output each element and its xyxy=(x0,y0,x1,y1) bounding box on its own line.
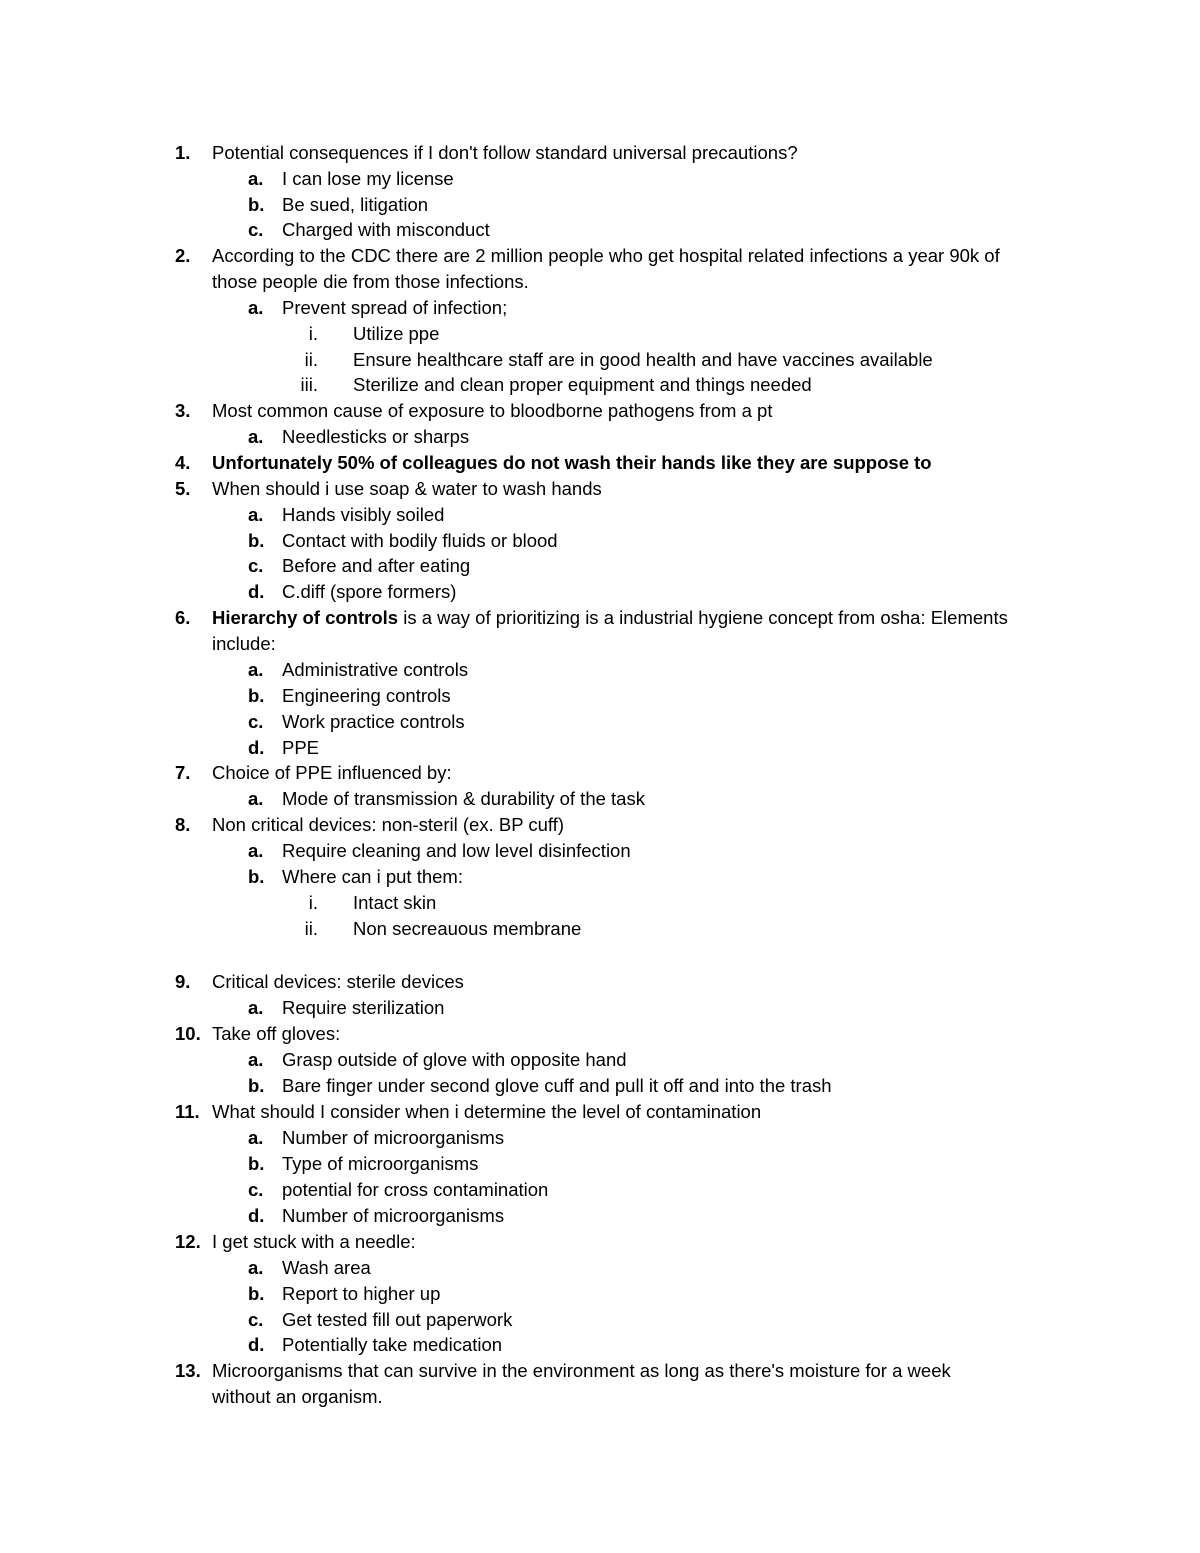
subitem-text: I can lose my license xyxy=(282,168,454,189)
list-subitem xyxy=(0,217,1200,243)
subsubitem-text: Intact skin xyxy=(353,892,437,913)
subsubitem-numeral: iii. xyxy=(300,374,318,395)
item-text: without an organism. xyxy=(212,1386,383,1407)
list-subitem xyxy=(0,1203,1200,1229)
item-text: Microorganisms that can survive in the environment as long as there's moisture for a week xyxy=(212,1360,951,1381)
item-number: 10. xyxy=(175,1023,201,1044)
subsubitem-numeral: ii. xyxy=(304,918,318,939)
item-number: 2. xyxy=(175,245,191,266)
subitem-letter: a. xyxy=(248,426,264,447)
item-text: Choice of PPE influenced by: xyxy=(212,762,452,783)
subitem-text: Charged with misconduct xyxy=(282,219,490,240)
subitem-letter: a. xyxy=(248,840,264,861)
subitem-letter: c. xyxy=(248,711,264,732)
subitem-text: Before and after eating xyxy=(282,555,471,576)
item-text: I get stuck with a needle: xyxy=(212,1231,416,1252)
subitem-text: Require sterilization xyxy=(282,997,445,1018)
subitem-text: Type of microorganisms xyxy=(282,1153,479,1174)
list-subsubitem xyxy=(0,347,1200,373)
list-item-continuation xyxy=(0,631,1200,657)
list-item xyxy=(0,140,1200,166)
subitem-letter: d. xyxy=(248,1205,265,1226)
item-number: 5. xyxy=(175,478,191,499)
subitem-text: Get tested fill out paperwork xyxy=(282,1309,513,1330)
item-text xyxy=(212,605,1008,631)
list-subitem xyxy=(0,166,1200,192)
subitem-text: C.diff (spore formers) xyxy=(282,581,457,602)
item-number: 4. xyxy=(175,452,191,473)
list-subitem xyxy=(0,995,1200,1021)
subitem-text: Number of microorganisms xyxy=(282,1205,505,1226)
subitem-letter: a. xyxy=(248,168,264,189)
subitem-letter: a. xyxy=(248,1049,264,1070)
list-subitem xyxy=(0,1151,1200,1177)
item-number: 13. xyxy=(175,1360,201,1381)
list-item xyxy=(0,450,1200,476)
item-number: 9. xyxy=(175,971,191,992)
subitem-text: Needlesticks or sharps xyxy=(282,426,470,447)
subsubitem-numeral: i. xyxy=(308,323,318,344)
subitem-text: Grasp outside of glove with opposite hand xyxy=(282,1049,627,1070)
list-subitem xyxy=(0,528,1200,554)
subitem-letter: b. xyxy=(248,1153,265,1174)
list-subitem xyxy=(0,735,1200,761)
subsubitem-text: Sterilize and clean proper equipment and things needed xyxy=(353,374,812,395)
subitem-text: Where can i put them: xyxy=(282,866,463,887)
item-text: include: xyxy=(212,633,276,654)
item-text: those people die from those infections. xyxy=(212,271,529,292)
list-subitem xyxy=(0,1307,1200,1333)
subitem-text: Number of microorganisms xyxy=(282,1127,505,1148)
list-subsubitem xyxy=(0,916,1200,942)
subitem-text: Work practice controls xyxy=(282,711,465,732)
subsubitem-text: Ensure healthcare staff are in good health and have vaccines available xyxy=(353,349,933,370)
item-number: 6. xyxy=(175,607,191,628)
subitem-letter: d. xyxy=(248,581,265,602)
item-text: Non critical devices: non-steril (ex. BP cuff) xyxy=(212,814,564,835)
list-item xyxy=(0,1358,1200,1384)
list-item xyxy=(0,605,1200,631)
subitem-text: Administrative controls xyxy=(282,659,469,680)
subsubitem-text: Utilize ppe xyxy=(353,323,440,344)
subitem-letter: c. xyxy=(248,219,264,240)
list-item-continuation xyxy=(0,269,1200,295)
list-item xyxy=(0,1021,1200,1047)
list-item xyxy=(0,243,1200,269)
list-subitem xyxy=(0,192,1200,218)
subsubitem-numeral: i. xyxy=(308,892,318,913)
subitem-letter: a. xyxy=(248,997,264,1018)
subitem-letter: b. xyxy=(248,685,265,706)
subitem-text: Hands visibly soiled xyxy=(282,504,445,525)
subsubitem-text: Non secreauous membrane xyxy=(353,918,582,939)
list-subsubitem xyxy=(0,372,1200,398)
subitem-text: Wash area xyxy=(282,1257,371,1278)
list-item xyxy=(0,1099,1200,1125)
list-subsubitem xyxy=(0,890,1200,916)
list-item xyxy=(0,969,1200,995)
subitem-letter: b. xyxy=(248,1075,265,1096)
list-subitem xyxy=(0,553,1200,579)
item-text: Critical devices: sterile devices xyxy=(212,971,464,992)
list-item xyxy=(0,812,1200,838)
item-text: When should i use soap & water to wash hands xyxy=(212,478,602,499)
subitem-letter: b. xyxy=(248,866,265,887)
item-number: 12. xyxy=(175,1231,201,1252)
list-subitem xyxy=(0,864,1200,890)
list-subitem xyxy=(0,1125,1200,1151)
list-subitem xyxy=(0,838,1200,864)
subitem-text: Be sued, litigation xyxy=(282,194,429,215)
item-number: 11. xyxy=(175,1101,200,1122)
list-subitem xyxy=(0,424,1200,450)
subitem-letter: c. xyxy=(248,1309,264,1330)
item-number: 1. xyxy=(175,142,191,163)
subitem-text: Report to higher up xyxy=(282,1283,441,1304)
list-subitem xyxy=(0,1177,1200,1203)
subsubitem-numeral: ii. xyxy=(304,349,318,370)
list-item xyxy=(0,476,1200,502)
subitem-letter: a. xyxy=(248,297,264,318)
list-subitem xyxy=(0,709,1200,735)
subitem-text: PPE xyxy=(282,737,320,758)
item-text: Take off gloves: xyxy=(212,1023,341,1044)
list-subitem xyxy=(0,502,1200,528)
subitem-letter: b. xyxy=(248,530,265,551)
list-item xyxy=(0,398,1200,424)
list-item xyxy=(0,1229,1200,1255)
item-bold-term: Hierarchy of controls xyxy=(212,607,399,628)
list-subitem xyxy=(0,1281,1200,1307)
item-number: 8. xyxy=(175,814,191,835)
list-subitem xyxy=(0,1047,1200,1073)
list-subitem xyxy=(0,1255,1200,1281)
item-number: 3. xyxy=(175,400,191,421)
subitem-letter: d. xyxy=(248,737,265,758)
subitem-letter: b. xyxy=(248,1283,265,1304)
item-text: Potential consequences if I don't follow standard universal precautions? xyxy=(212,142,798,163)
item-text: According to the CDC there are 2 million people who get hospital related infections a year 90k of xyxy=(212,245,1000,266)
list-subitem xyxy=(0,657,1200,683)
subitem-text: Engineering controls xyxy=(282,685,451,706)
subitem-text: Require cleaning and low level disinfection xyxy=(282,840,631,861)
subitem-letter: b. xyxy=(248,194,265,215)
list-subitem xyxy=(0,1332,1200,1358)
item-text: What should I consider when i determine the level of contamination xyxy=(212,1101,762,1122)
item-text: Most common cause of exposure to bloodborne pathogens from a pt xyxy=(212,400,773,421)
item-number: 7. xyxy=(175,762,191,783)
subitem-letter: a. xyxy=(248,788,264,809)
list-subitem xyxy=(0,1073,1200,1099)
list-subitem xyxy=(0,579,1200,605)
subitem-letter: c. xyxy=(248,555,264,576)
list-subitem xyxy=(0,786,1200,812)
list-item-continuation xyxy=(0,1384,1200,1410)
item-text: Unfortunately 50% of colleagues do not wash their hands like they are suppose to xyxy=(212,452,932,473)
subitem-text: Bare finger under second glove cuff and pull it off and into the trash xyxy=(282,1075,832,1096)
subitem-letter: a. xyxy=(248,504,264,525)
subitem-text: Potentially take medication xyxy=(282,1334,503,1355)
list-item xyxy=(0,760,1200,786)
subitem-text: potential for cross contamination xyxy=(282,1179,549,1200)
subitem-letter: d. xyxy=(248,1334,265,1355)
list-subitem xyxy=(0,295,1200,321)
list-subsubitem xyxy=(0,321,1200,347)
subitem-letter: a. xyxy=(248,659,264,680)
subitem-letter: a. xyxy=(248,1257,264,1278)
subitem-text: Prevent spread of infection; xyxy=(282,297,508,318)
item-text-rest: is a way of prioritizing is a industrial hygiene concept from osha: Elements xyxy=(398,607,1008,628)
list-subitem xyxy=(0,683,1200,709)
subitem-letter: a. xyxy=(248,1127,264,1148)
subitem-text: Mode of transmission & durability of the task xyxy=(282,788,645,809)
subitem-letter: c. xyxy=(248,1179,264,1200)
subitem-text: Contact with bodily fluids or blood xyxy=(282,530,558,551)
